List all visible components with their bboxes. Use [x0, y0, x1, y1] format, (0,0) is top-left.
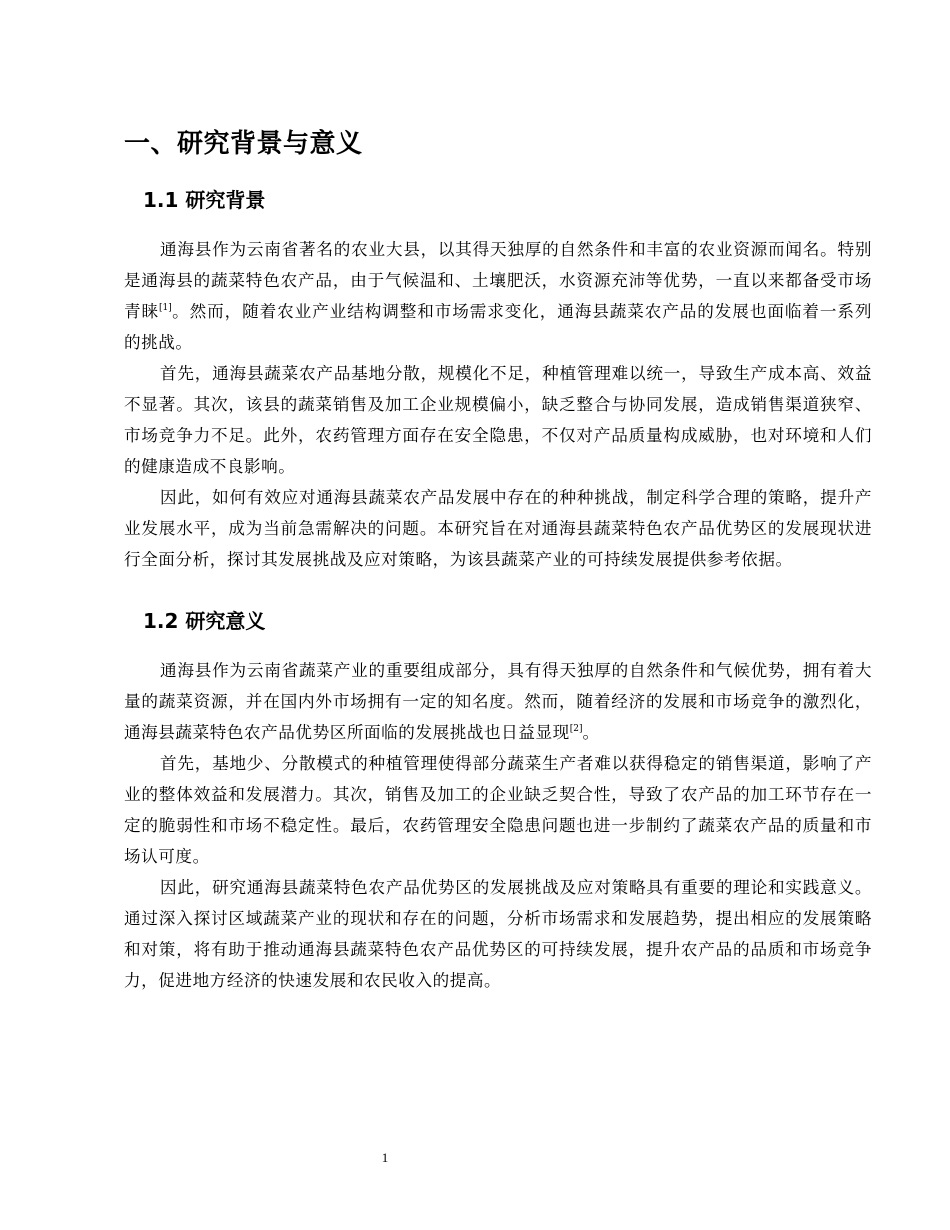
citation-ref[interactable]: [1] — [159, 303, 172, 313]
paragraph — [124, 655, 872, 748]
paragraph: 因此，研究通海县蔬菜特色农产品优势区的发展挑战及应对策略具有重要的理论和实践意义。通过深入探讨区域蔬菜产业的现状和存在的问题，分析市场需求和发展趋势，提出相应的发展策略和对策，将有助于推动通海县蔬菜特色农产品优势区的可持续发展，提升农产品的品质和市场竞争力，促进地方经济的快速发展和农民收入的提高。 — [124, 878, 872, 990]
paragraph: 首先，基地少、分散模式的种植管理使得部分蔬菜生产者难以获得稳定的销售渠道，影响了产业的整体效益和发展潜力。其次，销售及加工的企业缺乏契合性，导致了农产品的加工环节存在一定的脆弱性和市场不稳定性。最后，农药管理安全隐患问题也进一步制约了蔬菜农产品的质量和市场认可度。 — [124, 754, 872, 866]
section-heading-significance: 1.2 研究意义 — [143, 609, 266, 633]
paragraph-text: 通海县作为云南省蔬菜产业的重要组成部分，具有得天独厚的自然条件和气候优势，拥有着大量的蔬菜资源，并在国内外市场拥有一定的知名度。然而，随着经济的发展和市场竞争的激烈化，通海县蔬菜特色农产品优势区所面临的发展挑战也日益显现 — [124, 661, 872, 742]
chapter-heading: 一、研究背景与意义 — [124, 129, 363, 159]
citation-ref[interactable]: [2] — [569, 724, 583, 734]
paragraph-text: 。然而，随着农业产业结构调整和市场需求变化，通海县蔬菜农产品的发展也面临着一系列的挑战。 — [124, 302, 872, 352]
page-content — [124, 122, 872, 996]
paragraph — [124, 234, 872, 358]
paragraph: 因此，如何有效应对通海县蔬菜农产品发展中存在的种种挑战，制定科学合理的策略，提升产业发展水平，成为当前急需解决的问题。本研究旨在对通海县蔬菜特色农产品优势区的发展现状进行全面分析，探讨其发展挑战及应对策略，为该县蔬菜产业的可持续发展提供参考依据。 — [124, 488, 872, 569]
section-heading-background: 1.1 研究背景 — [143, 188, 266, 212]
paragraph-text: 通海县作为云南省著名的农业大县，以其得天独厚的自然条件和丰富的农业资源而闻名。特别是通海县的蔬菜特色农产品，由于气候温和、土壤肥沃，水资源充沛等优势，一直以来都备受市场青睐 — [124, 240, 872, 321]
paragraph: 首先，通海县蔬菜农产品基地分散，规模化不足，种植管理难以统一，导致生产成本高、效益不显著。其次，该县的蔬菜销售及加工企业规模偏小，缺乏整合与协同发展，造成销售渠道狭窄、市场竞争力不足。此外，农药管理方面存在安全隐患，不仅对产品质量构成威胁，也对环境和人们的健康造成不良影响。 — [124, 364, 872, 476]
page-number: 1 — [381, 1150, 389, 1165]
paragraph-text: 。 — [582, 723, 600, 742]
